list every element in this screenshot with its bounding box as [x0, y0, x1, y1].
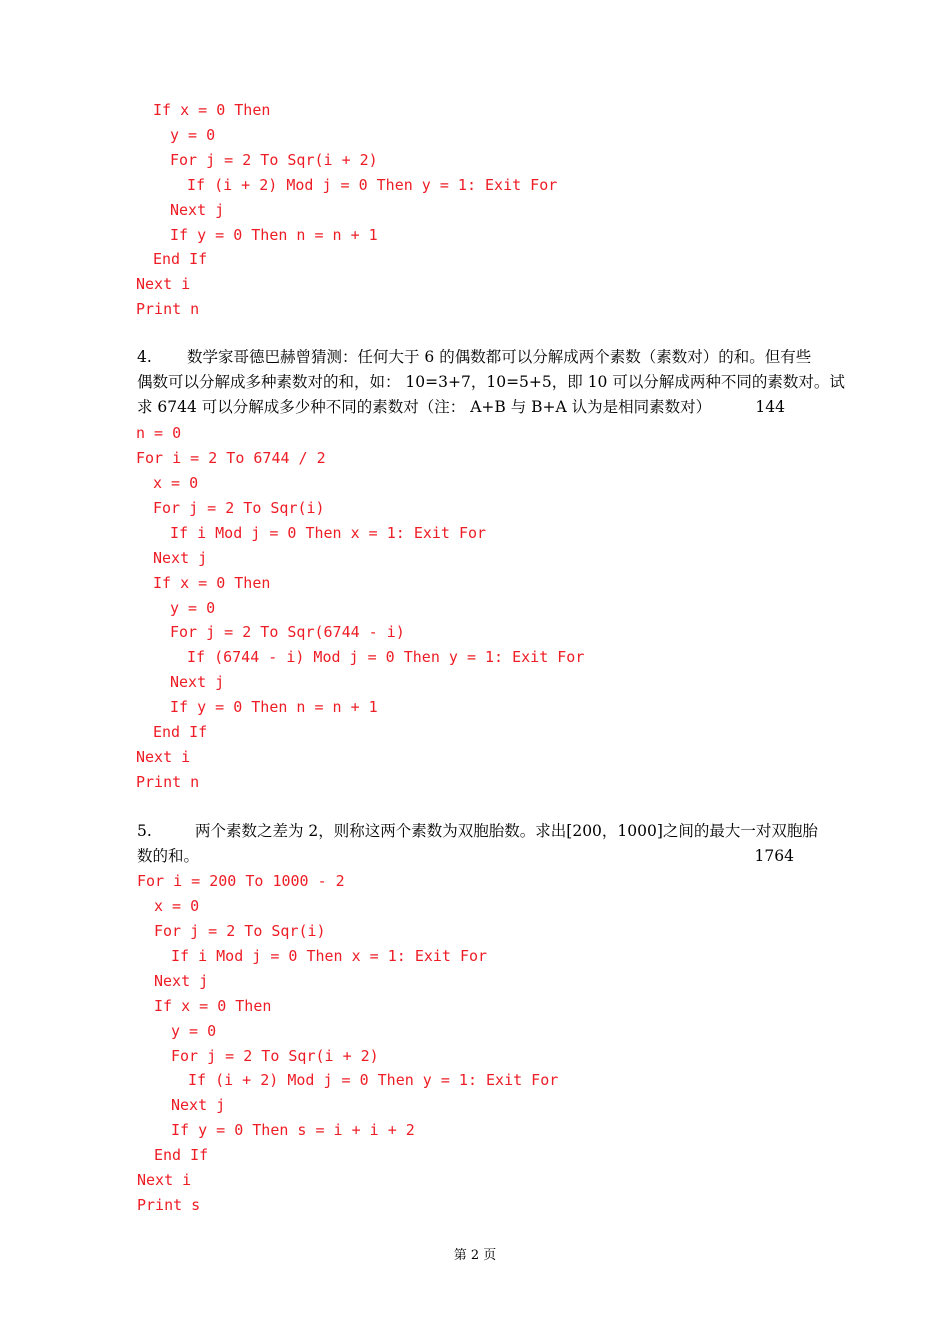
page-number: 第 2 页	[453, 1248, 497, 1263]
page-footer	[0, 1244, 950, 1263]
code-line: If y = 0 Then n = n + 1	[170, 698, 378, 716]
code-line: x = 0	[153, 474, 199, 492]
code-line: x = 0	[154, 897, 200, 915]
code-line: If x = 0 Then	[154, 997, 272, 1015]
code-line: For j = 2 To Sqr(i + 2)	[170, 151, 378, 169]
problem-4-answer: 144	[755, 398, 785, 416]
code-line: y = 0	[170, 126, 216, 144]
problem-number: 4.	[137, 348, 152, 366]
code-line: If y = 0 Then n = n + 1	[170, 226, 378, 244]
problem-5-line-2: 数的和。 1764	[137, 844, 840, 869]
problem-4-text	[137, 345, 845, 420]
code-line: If i Mod j = 0 Then x = 1: Exit For	[170, 524, 487, 542]
code-line: For j = 2 To Sqr(i)	[153, 499, 325, 517]
problem-number: 5.	[137, 822, 152, 840]
code-line: y = 0	[170, 599, 216, 617]
code-line: Next j	[153, 549, 208, 567]
code-line: Next i	[136, 748, 191, 766]
problem-5-line-1: 5. 两个素数之差为 2，则称这两个素数为双胞胎数。求出[200，1000]之间的最大一对双胞胎	[137, 819, 840, 844]
problem-4-line-2: 偶数可以分解成多种素数对的和，如： 10=3+7，10=5+5，即 10 可以分解成两种不同的素数对。试	[137, 373, 845, 391]
code-line: If (i + 2) Mod j = 0 Then y = 1: Exit For	[187, 176, 558, 194]
code-line: If y = 0 Then s = i + i + 2	[171, 1121, 415, 1139]
code-line: If x = 0 Then	[153, 574, 271, 592]
code-line: If (i + 2) Mod j = 0 Then y = 1: Exit For	[188, 1071, 559, 1089]
code-line: For i = 2 To 6744 / 2	[136, 449, 326, 467]
problem-4-line-3: 求 6744 可以分解成多少种不同的素数对（注： A+B 与 B+A 认为是相同素数对） 144	[137, 395, 840, 420]
problem-5-answer: 1764	[754, 847, 794, 865]
code-line: Next i	[137, 1171, 192, 1189]
code-line: Next j	[171, 1096, 226, 1114]
problem-4-line-1: 4. 数学家哥德巴赫曾猜测：任何大于 6 的偶数都可以分解成两个素数（素数对）的和。但有些	[137, 345, 840, 370]
code-line: n = 0	[136, 424, 182, 442]
code-line: Print s	[137, 1196, 201, 1214]
code-line: For j = 2 To Sqr(i)	[154, 922, 326, 940]
code-line: Next i	[136, 275, 191, 293]
code-line: For j = 2 To Sqr(i + 2)	[171, 1047, 379, 1065]
code-line: Next j	[170, 673, 225, 691]
code-line: Print n	[136, 300, 200, 318]
code-line: If x = 0 Then	[153, 101, 271, 119]
code-line: End If	[153, 723, 208, 741]
code-line: Next j	[154, 972, 209, 990]
code-line: Print n	[136, 773, 200, 791]
code-line: If i Mod j = 0 Then x = 1: Exit For	[171, 947, 488, 965]
code-line: If (6744 - i) Mod j = 0 Then y = 1: Exit For	[187, 648, 585, 666]
code-line: For i = 200 To 1000 - 2	[137, 872, 345, 890]
code-line: Next j	[170, 201, 225, 219]
code-line: y = 0	[171, 1022, 217, 1040]
code-line: For j = 2 To Sqr(6744 - i)	[170, 623, 405, 641]
code-line: End If	[154, 1146, 209, 1164]
code-line: End If	[153, 250, 208, 268]
problem-5-text	[137, 819, 840, 869]
